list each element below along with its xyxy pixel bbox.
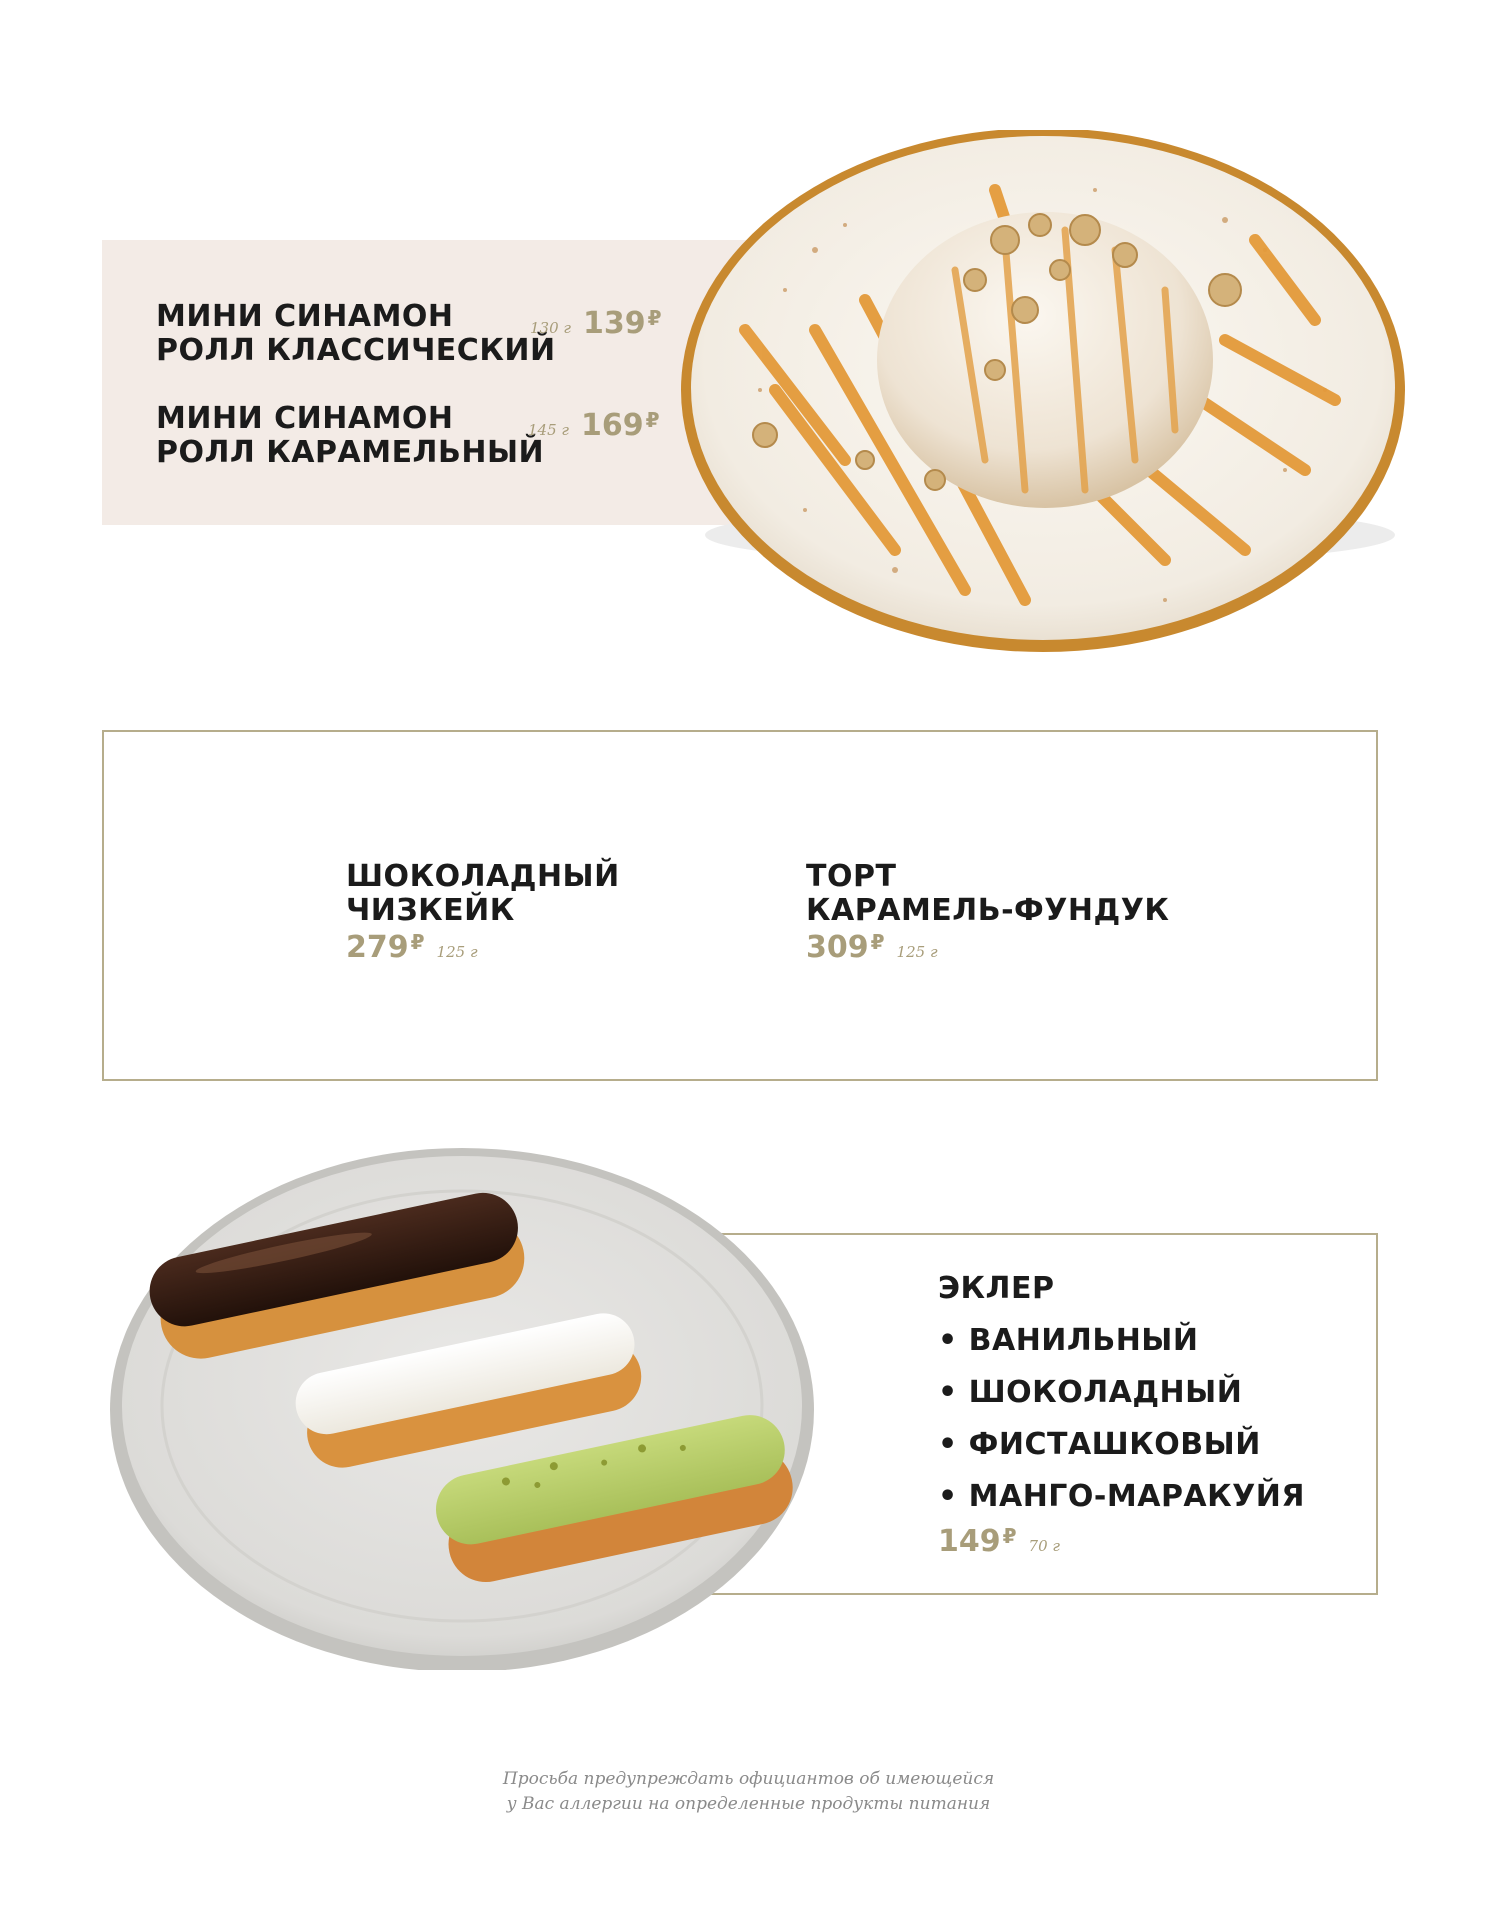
- item-price: 139 ₽: [582, 306, 662, 341]
- item-price: 169 ₽: [580, 408, 660, 443]
- item-name-line2: КАРАМЕЛЬ-ФУНДУК: [806, 893, 1170, 928]
- item-name-line1: ШОКОЛАДНЫЙ: [346, 859, 620, 894]
- eclair-flavor-pistachio: • ФИСТАШКОВЫЙ: [938, 1427, 1261, 1462]
- cakes-section-frame: [102, 730, 1378, 1081]
- item-price: 309 ₽: [806, 930, 885, 965]
- item-name-line1: МИНИ СИНАМОН: [156, 299, 454, 334]
- menu-item-cinnamon-classic: [156, 299, 662, 368]
- cinnamon-roll-plate-photo: [665, 130, 1425, 675]
- menu-item-eclair: [938, 1272, 1305, 1559]
- item-price: 279 ₽: [346, 930, 425, 965]
- item-name-line1: МИНИ СИНАМОН: [156, 401, 454, 436]
- item-name-line1: ТОРТ: [806, 859, 897, 894]
- allergy-note-line2: у Вас аллергии на определенные продукты питания: [506, 1794, 991, 1814]
- item-weight: 145 г: [528, 421, 569, 439]
- allergy-note-line1: Просьба предупреждать официантов об имеющейся: [502, 1769, 995, 1789]
- item-name-line2: РОЛЛ КАРАМЕЛЬНЫЙ: [156, 435, 545, 470]
- eclairs-plate-photo: [90, 1130, 850, 1670]
- item-weight: 125 г: [896, 943, 938, 961]
- item-name-line2: ЧИЗКЕЙК: [346, 893, 515, 928]
- menu-item-caramel-hazelnut-cake: [806, 860, 1169, 965]
- item-price: 149 ₽: [938, 1524, 1017, 1559]
- eclair-flavor-mango-passionfruit: • МАНГО-МАРАКУЙЯ: [938, 1479, 1306, 1514]
- item-name-line2: РОЛЛ КЛАССИЧЕСКИЙ: [156, 333, 556, 368]
- eclair-title: ЭКЛЕР: [938, 1271, 1055, 1306]
- item-weight: 70 г: [1028, 1537, 1060, 1555]
- eclair-flavor-chocolate: • ШОКОЛАДНЫЙ: [938, 1375, 1243, 1410]
- menu-item-chocolate-cheesecake: [346, 860, 620, 965]
- allergy-note: [400, 1767, 1097, 1817]
- item-weight: 125 г: [436, 943, 478, 961]
- menu-item-cinnamon-caramel: [156, 401, 660, 470]
- item-weight: 130 г: [530, 319, 571, 337]
- eclair-flavor-vanilla: • ВАНИЛЬНЫЙ: [938, 1323, 1199, 1358]
